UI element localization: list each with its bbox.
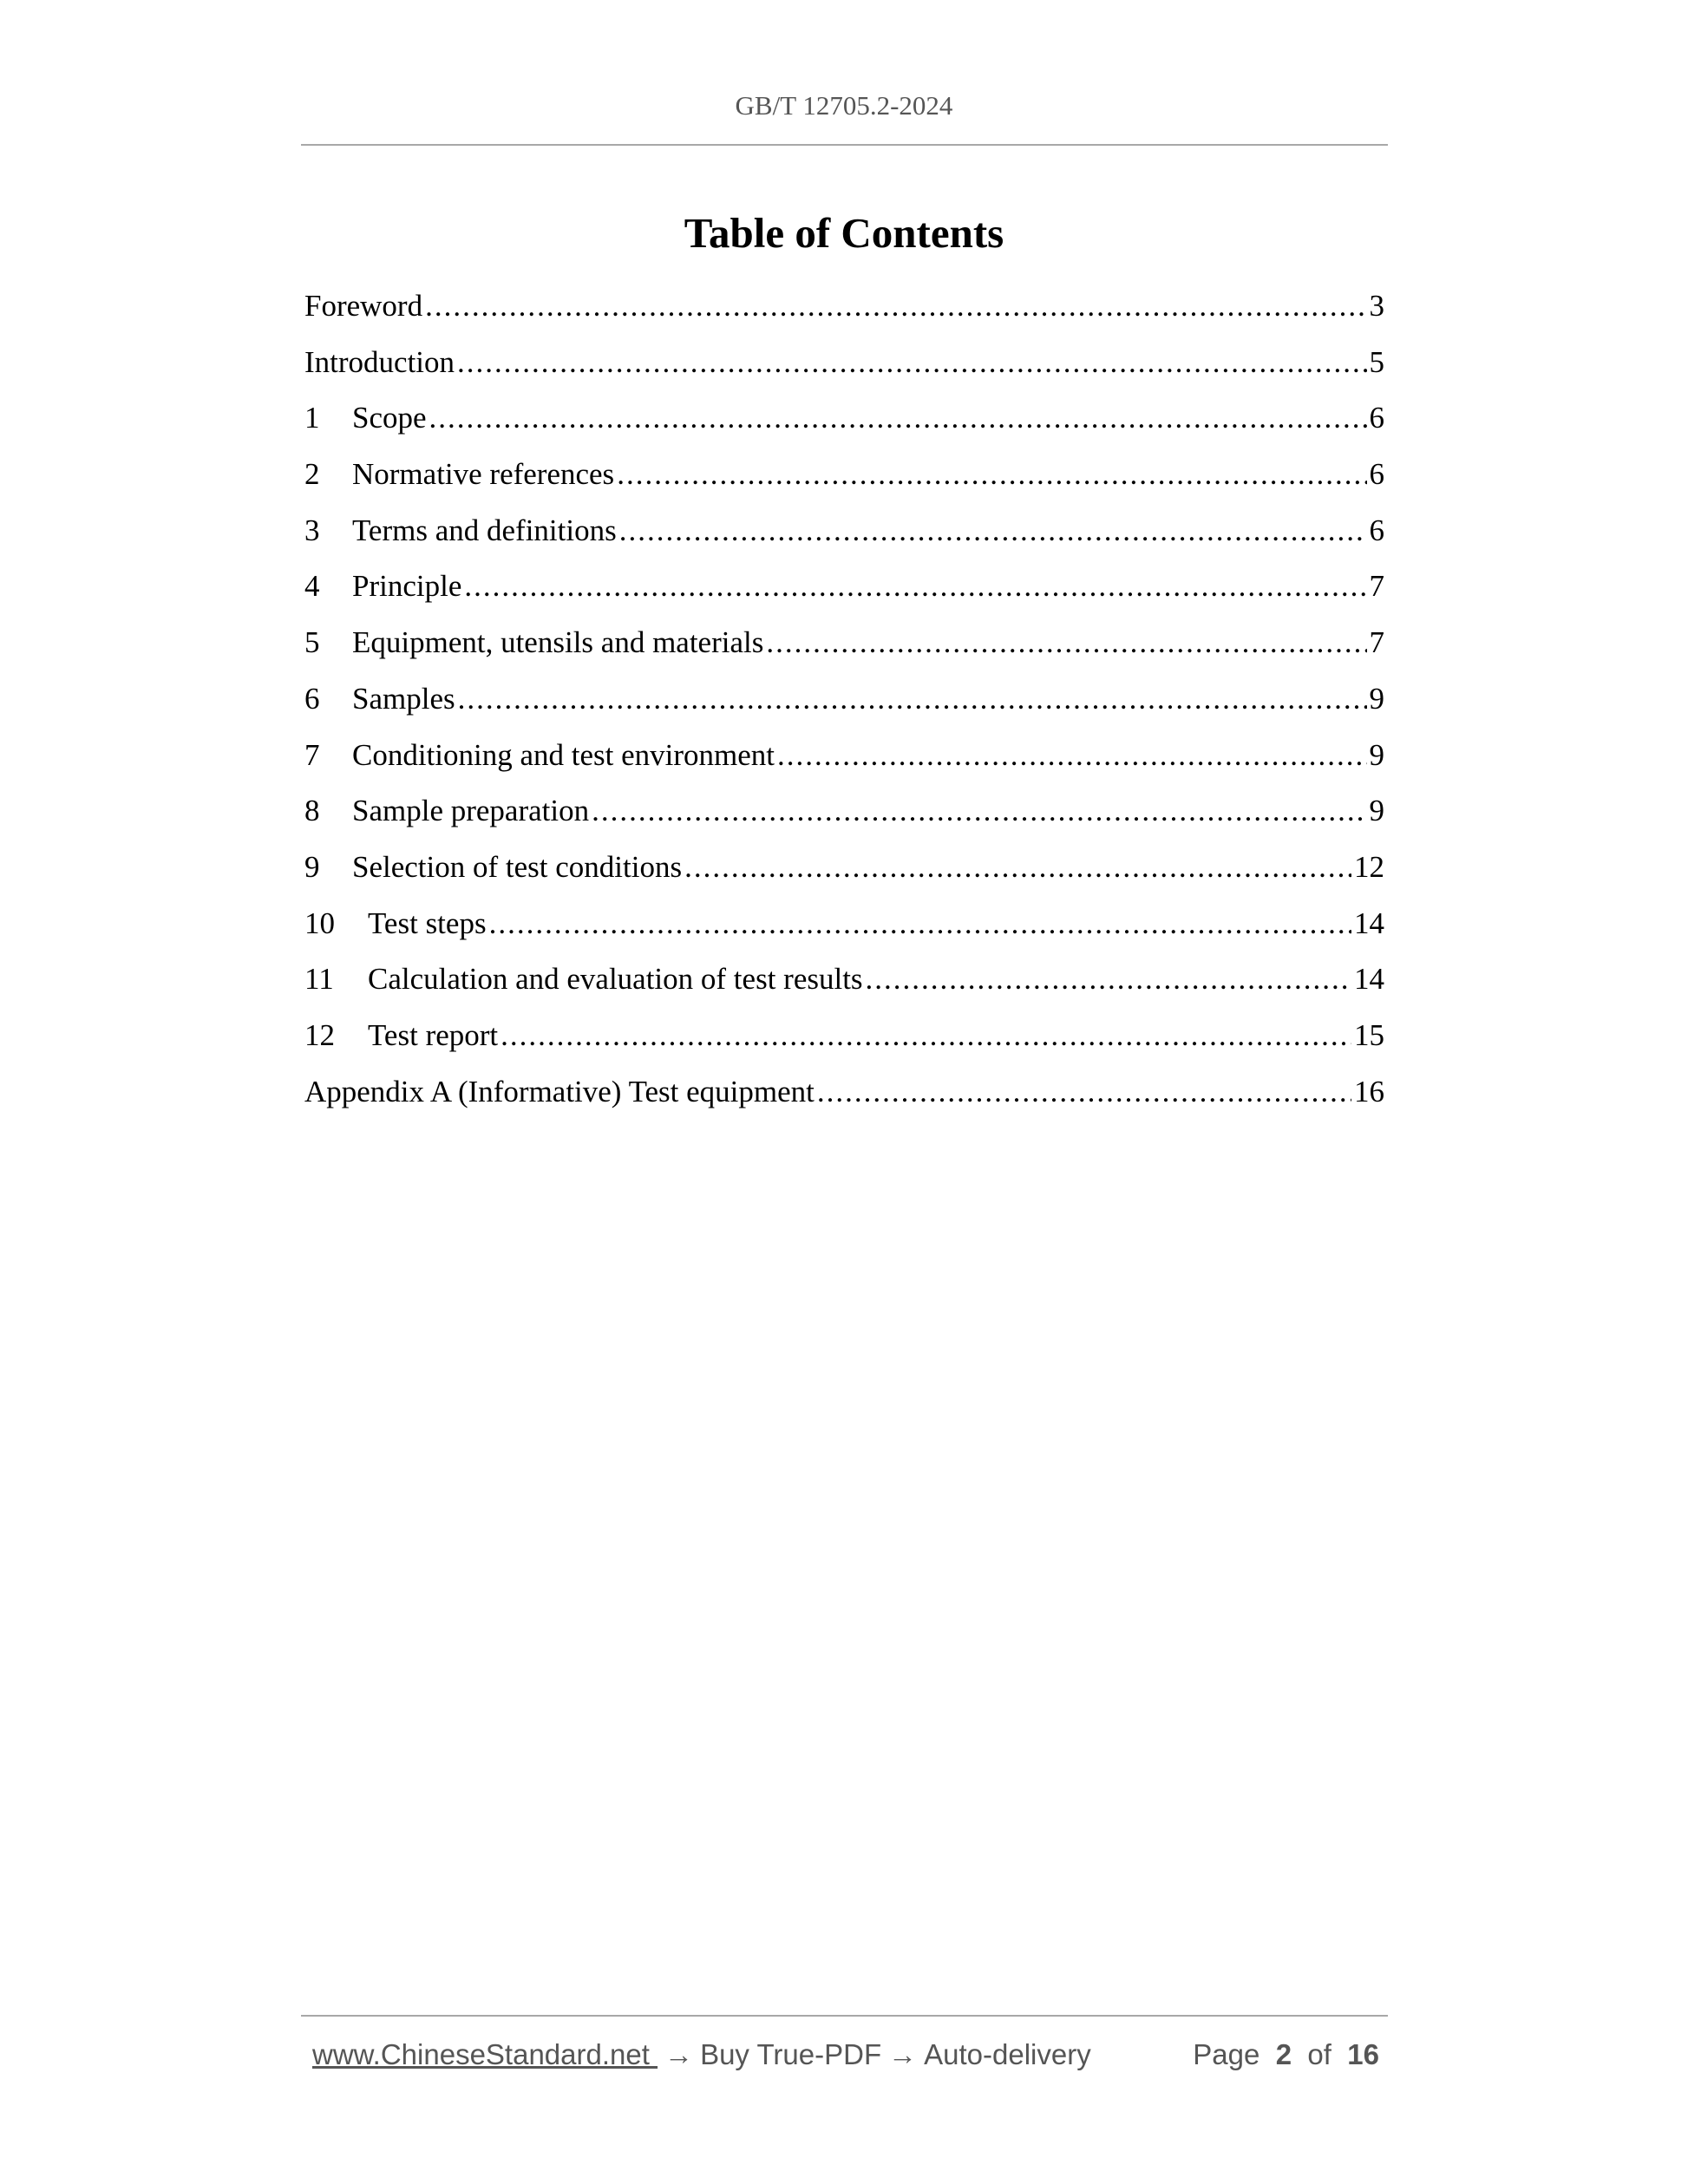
toc-entry-label: Appendix A (Informative) Test equipment: [304, 1074, 815, 1108]
toc-entry-label: Test steps: [368, 906, 487, 940]
toc-entry-page: 9: [1369, 737, 1384, 772]
toc-list: [304, 289, 1384, 1130]
current-page-number: 2: [1275, 2038, 1292, 2070]
toc-entry-normative-references[interactable]: [304, 457, 1384, 513]
toc-entry-page: 5: [1369, 344, 1384, 379]
toc-entry-appendix-a[interactable]: [304, 1075, 1384, 1131]
toc-entry-number: 3: [304, 513, 320, 547]
toc-entry-equipment[interactable]: [304, 625, 1384, 682]
toc-entry-foreword[interactable]: [304, 289, 1384, 345]
toc-entry-test-report[interactable]: [304, 1018, 1384, 1075]
toc-dot-leader: [817, 1075, 1351, 1109]
toc-entry-page: 16: [1354, 1074, 1384, 1108]
toc-dot-leader: [464, 569, 1366, 604]
toc-entry-page: 14: [1354, 906, 1384, 940]
toc-entry-page: 6: [1369, 457, 1384, 492]
toc-dot-leader: [777, 738, 1366, 773]
toc-entry-number: 5: [304, 625, 320, 660]
toc-dot-leader: [617, 457, 1366, 492]
toc-entry-page: 15: [1354, 1017, 1384, 1052]
toc-entry-samples[interactable]: [304, 682, 1384, 738]
toc-entry-calculation[interactable]: [304, 962, 1384, 1018]
toc-entry-label: Test report: [368, 1017, 499, 1052]
website-link[interactable]: www.ChineseStandard.net: [312, 2038, 658, 2070]
toc-entry-scope[interactable]: [304, 401, 1384, 457]
page-title: Table of Contents: [684, 209, 1004, 257]
toc-entry-test-conditions[interactable]: [304, 850, 1384, 906]
toc-entry-number: 2: [304, 457, 320, 492]
toc-dot-leader: [425, 289, 1366, 324]
toc-entry-terms-and-definitions[interactable]: [304, 513, 1384, 570]
toc-entry-number: 6: [304, 681, 320, 716]
page-word: Page: [1193, 2038, 1260, 2070]
toc-entry-label: Introduction: [304, 344, 455, 379]
toc-dot-leader: [501, 1018, 1351, 1053]
of-word: of: [1307, 2038, 1331, 2070]
toc-dot-leader: [592, 794, 1366, 828]
arrow-right-icon: →: [888, 2038, 918, 2070]
running-header: GB/T 12705.2-2024: [735, 90, 953, 121]
footer-rule: [301, 2015, 1388, 2017]
toc-entry-number: 7: [304, 737, 320, 772]
toc-entry-number: 12: [304, 1017, 335, 1052]
page-counter: [1193, 2038, 1379, 2071]
toc-entry-introduction[interactable]: [304, 345, 1384, 402]
toc-entry-sample-preparation[interactable]: [304, 794, 1384, 850]
toc-entry-number: 8: [304, 794, 320, 828]
toc-entry-label: Conditioning and test environment: [352, 737, 775, 772]
toc-dot-leader: [458, 682, 1367, 716]
toc-entry-number: 10: [304, 906, 335, 940]
toc-entry-page: 6: [1369, 513, 1384, 547]
toc-entry-number: 1: [304, 401, 320, 435]
toc-entry-page: 9: [1369, 794, 1384, 828]
toc-entry-label: Sample preparation: [352, 794, 590, 828]
toc-entry-page: 7: [1369, 625, 1384, 660]
toc-entry-page: 9: [1369, 681, 1384, 716]
toc-entry-number: 11: [304, 962, 334, 997]
toc-entry-label: Foreword: [304, 289, 423, 323]
toc-entry-label: Equipment, utensils and materials: [352, 625, 764, 660]
toc-entry-principle[interactable]: [304, 569, 1384, 625]
toc-entry-page: 7: [1369, 569, 1384, 604]
toc-dot-leader: [766, 625, 1366, 660]
page-footer: [312, 2038, 1379, 2071]
header-rule: [301, 144, 1388, 146]
toc-entry-label: Scope: [352, 401, 427, 435]
toc-dot-leader: [489, 906, 1351, 941]
footer-step-buy: Buy True-PDF: [700, 2038, 882, 2070]
toc-entry-label: Normative references: [352, 457, 615, 492]
toc-dot-leader: [866, 962, 1351, 997]
toc-dot-leader: [619, 513, 1367, 548]
toc-entry-conditioning[interactable]: [304, 738, 1384, 794]
arrow-right-icon: →: [664, 2038, 694, 2070]
total-pages-number: 16: [1347, 2038, 1379, 2070]
toc-entry-number: 4: [304, 569, 320, 604]
toc-entry-label: Terms and definitions: [352, 513, 617, 547]
toc-dot-leader: [684, 850, 1351, 885]
toc-entry-number: 9: [304, 849, 320, 884]
toc-entry-label: Principle: [352, 569, 462, 604]
toc-entry-page: 14: [1354, 962, 1384, 997]
toc-dot-leader: [457, 345, 1366, 380]
toc-entry-test-steps[interactable]: [304, 906, 1384, 963]
toc-entry-page: 6: [1369, 401, 1384, 435]
toc-entry-label: Samples: [352, 681, 455, 716]
toc-entry-label: Selection of test conditions: [352, 849, 683, 884]
footer-step-delivery: Auto-delivery: [924, 2038, 1091, 2070]
toc-entry-page: 12: [1354, 849, 1384, 884]
toc-entry-page: 3: [1369, 289, 1384, 323]
toc-entry-label: Calculation and evaluation of test results: [368, 962, 863, 997]
toc-dot-leader: [429, 401, 1367, 435]
